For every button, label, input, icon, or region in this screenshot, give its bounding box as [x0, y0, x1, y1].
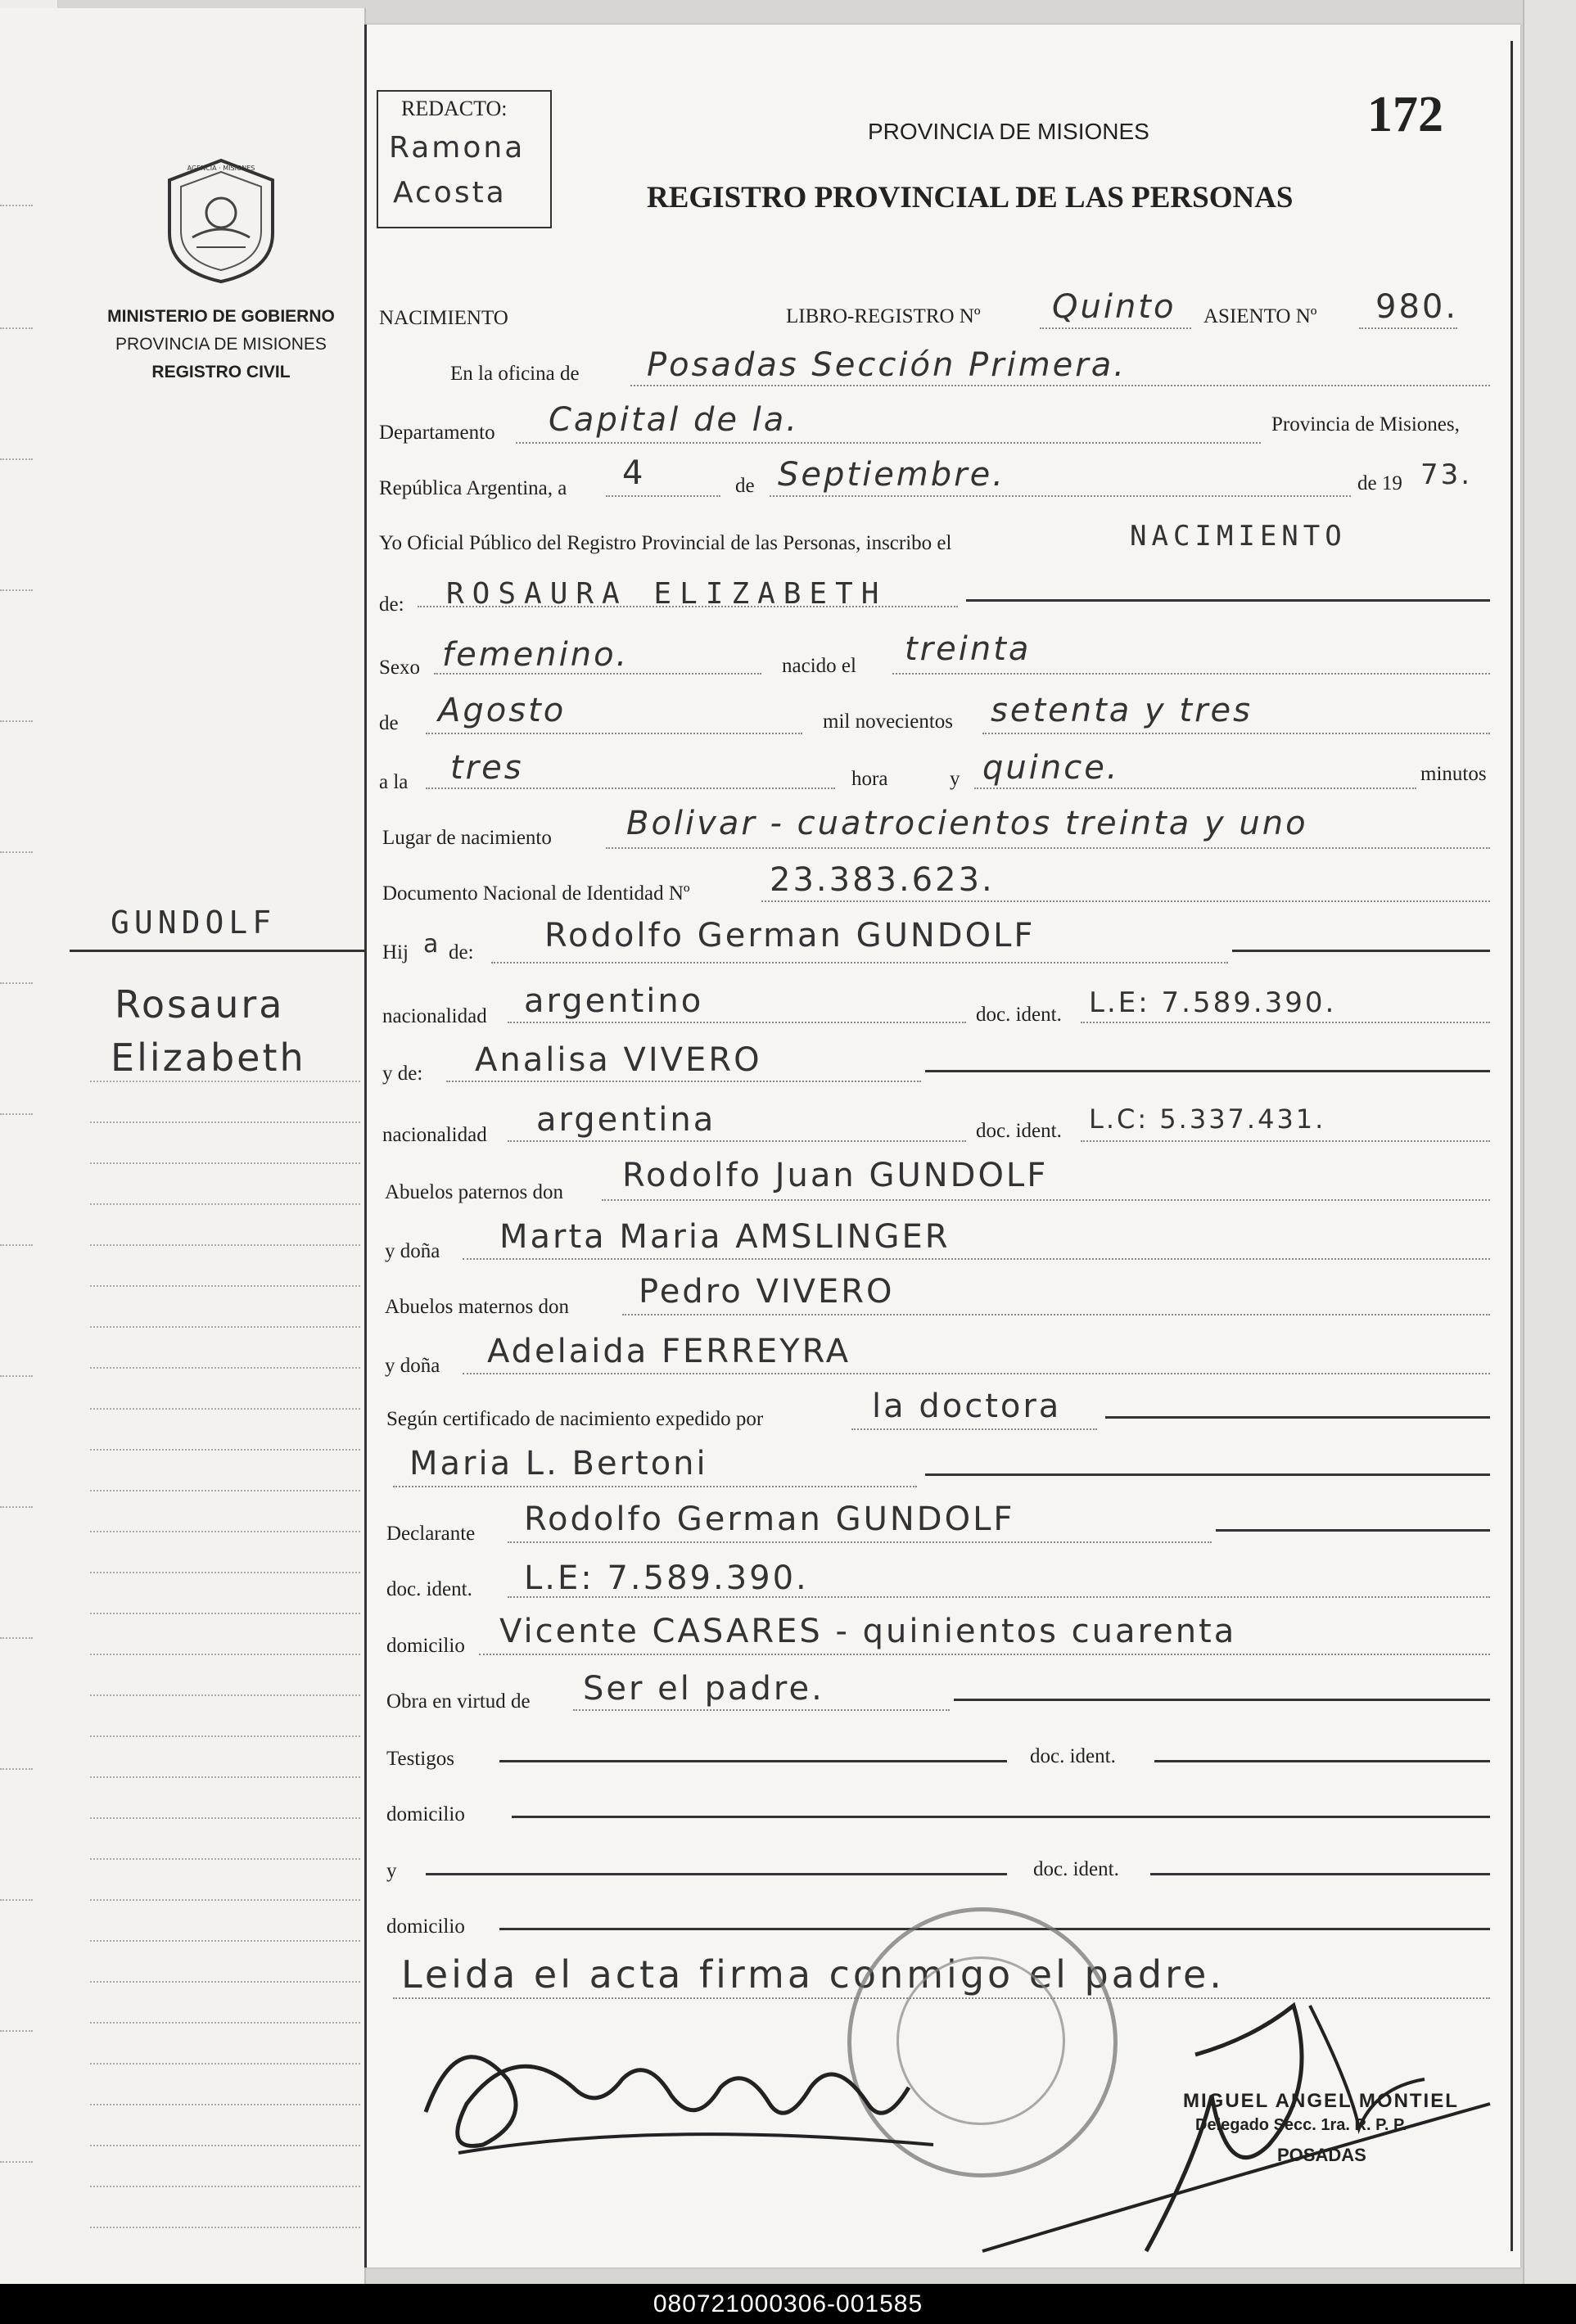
nombre-rule [966, 599, 1490, 602]
margin-line [90, 1776, 360, 1778]
redacto-name-2: Acosta [393, 176, 507, 210]
page-right-border [1511, 41, 1513, 2251]
margin-line [90, 1613, 360, 1614]
mil-label: mil novecientos [823, 711, 953, 733]
abuela-mat-line [463, 1373, 1490, 1374]
margin-line [90, 2186, 360, 2187]
doc-madre-line [1081, 1140, 1490, 1142]
declarante-line [508, 1541, 1212, 1543]
registry-title: REGISTRO PROVINCIAL DE LAS PERSONAS [647, 181, 1294, 214]
margin-line [90, 1244, 360, 1246]
ministry-block [86, 303, 356, 386]
redacto-name-1: Ramona [389, 131, 526, 165]
dni-line [761, 900, 1490, 902]
nacido-value: treinta [905, 630, 1032, 668]
seal-text: AGENCIA · MISIONES [187, 165, 255, 172]
padre-value: Rodolfo German GUNDOLF [544, 917, 1036, 954]
margin-line [90, 2145, 360, 2146]
margin-line [90, 1203, 360, 1205]
abuela-pat-value: Marta Maria AMSLINGER [499, 1218, 951, 1256]
departamento-label: Departamento [379, 422, 495, 444]
coat-of-arms-seal [160, 156, 282, 287]
abuelo-mat-line [622, 1314, 1490, 1315]
margin-line [90, 2063, 360, 2065]
oficial-text: Yo Oficial Público del Registro Provincial de las Personas, inscribo el [379, 532, 952, 554]
nacido-label: nacido el [782, 655, 856, 677]
doc-testigo-1-label: doc. ident. [1030, 1745, 1116, 1767]
departamento-value: Capital de la. [549, 401, 800, 439]
doc-decl-line [508, 1596, 1490, 1598]
oficina-value: Posadas Sección Primera. [647, 346, 1127, 384]
nacimiento-label: NACIMIENTO [379, 307, 508, 329]
nac-madre-label: nacionalidad [382, 1124, 487, 1146]
edge-tick [0, 1768, 33, 1770]
margin-line [90, 1285, 360, 1287]
margin-line [90, 1081, 360, 1082]
padre-rule [1232, 950, 1490, 952]
edge-tick [0, 327, 33, 329]
de-label: de [735, 475, 755, 497]
certificado-value-1: la doctora [872, 1388, 1062, 1425]
margin-line [90, 2104, 360, 2105]
yde-label: y de: [382, 1063, 423, 1085]
edge-tick [0, 851, 33, 853]
provincia-suffix: Provincia de Misiones, [1271, 413, 1460, 435]
edge-tick [0, 2030, 33, 2032]
libro-value: Quinto [1052, 288, 1176, 326]
y-testigo-label: y [386, 1860, 397, 1882]
y-label: y [950, 768, 960, 790]
nombre-value: ROSAURA ELIZABETH [446, 577, 887, 611]
next-page-edge [1523, 0, 1576, 2284]
doc-madre-value: L.C: 5.337.431. [1089, 1103, 1326, 1135]
leida-value: Leida el acta firma conmigo el padre. [401, 1952, 1225, 1997]
padre-line [491, 962, 1228, 963]
certificado-line [851, 1428, 1097, 1430]
sexo-label: Sexo [379, 657, 420, 679]
de-anio-label: de 19 [1357, 472, 1402, 494]
nac-madre-line [508, 1140, 966, 1142]
republica-label: República Argentina, a [379, 477, 567, 499]
ministry-line-2: PROVINCIA DE MISIONES [115, 335, 327, 354]
redacto-label: REDACTO: [401, 97, 508, 120]
page-left-border [364, 25, 367, 2268]
margin-given-name-2: Elizabeth [111, 1036, 306, 1080]
ministry-line-3: REGISTRO CIVIL [151, 363, 291, 381]
asiento-line [1359, 327, 1457, 329]
domicilio-testigo-2-label: domicilio [386, 1916, 465, 1938]
anio-value: 73. [1420, 458, 1473, 491]
father-signature [426, 2057, 909, 2146]
testigos-label: Testigos [386, 1748, 454, 1770]
lugar-value: Bolivar - cuatrocientos treinta y uno [626, 805, 1308, 842]
margin-line [90, 1490, 360, 1491]
dia-value: 4 [622, 454, 646, 492]
asiento-value: 980. [1375, 288, 1459, 326]
doc-padre-label: doc. ident. [976, 1004, 1062, 1026]
abuelo-pat-line [602, 1199, 1490, 1201]
doc-madre-label: doc. ident. [976, 1120, 1062, 1142]
minutos-label: minutos [1420, 763, 1487, 785]
nac-padre-value: argentino [524, 982, 704, 1020]
abuela-mat-label: y doña [385, 1355, 440, 1377]
margin-line [90, 1367, 360, 1369]
margin-line [90, 2227, 360, 2228]
image-id: 080721000306-001585 [653, 2290, 923, 2317]
page-number: 172 [1367, 87, 1443, 142]
edge-tick [0, 1375, 33, 1377]
asiento-label: ASIENTO Nº [1203, 305, 1317, 327]
minutos-value: quince. [982, 749, 1120, 787]
nac-madre-value: argentina [536, 1101, 716, 1139]
edge-tick [0, 1113, 33, 1115]
hora-line [426, 787, 835, 789]
certificado-label: Según certificado de nacimiento expedido por [386, 1408, 764, 1430]
margin-line [90, 1572, 360, 1573]
domicilio-decl-label: domicilio [386, 1635, 465, 1657]
margin-line [90, 1735, 360, 1737]
official-title: Delegado Secc. 1ra. R. P. P. [1195, 2116, 1407, 2134]
edge-tick [0, 982, 33, 984]
obra-value: Ser el padre. [583, 1670, 824, 1708]
sexo-value: femenino. [442, 636, 630, 674]
anio-nac-value: setenta y tres [991, 692, 1253, 729]
nacido-line [892, 673, 1490, 675]
margin-given-name-1: Rosaura [115, 982, 285, 1027]
sexo-line [434, 673, 761, 675]
nac-padre-line [508, 1022, 966, 1023]
edge-tick [0, 1506, 33, 1508]
dni-label: Documento Nacional de Identidad Nº [382, 882, 690, 905]
edge-tick [0, 1637, 33, 1639]
madre-rule [925, 1070, 1490, 1072]
certificado-line-2 [393, 1486, 917, 1487]
certificado-rule-2 [925, 1473, 1490, 1476]
abuelo-mat-value: Pedro VIVERO [639, 1273, 895, 1311]
oficina-line [630, 385, 1490, 386]
domicilio-value: Vicente CASARES - quinientos cuarenta [499, 1613, 1237, 1650]
mes-value: Septiembre. [778, 456, 1005, 494]
margin-line [90, 1899, 360, 1901]
margin-line [90, 1654, 360, 1655]
nombre-line [418, 606, 958, 607]
doc-decl-label: doc. ident. [386, 1578, 472, 1600]
margin-line [90, 1981, 360, 1983]
obra-rule [954, 1699, 1490, 1701]
margin-line [90, 1531, 360, 1532]
domicilio-testigo-1-label: domicilio [386, 1803, 465, 1825]
madre-line [446, 1081, 921, 1082]
de-mes-label: de [379, 712, 399, 734]
ala-label: a la [379, 771, 409, 793]
doc-padre-line [1081, 1022, 1490, 1023]
de-nombre-label: de: [379, 593, 404, 616]
declarante-label: Declarante [386, 1523, 476, 1545]
testigo-1-rule [499, 1760, 1007, 1762]
edge-tick [0, 589, 33, 591]
oficina-label: En la oficina de [450, 363, 580, 385]
image-id-bar [0, 2284, 1576, 2324]
edge-tick [0, 2161, 33, 2163]
declarante-rule [1216, 1529, 1490, 1532]
testigo-2-rule [426, 1873, 1007, 1875]
edge-tick [0, 1899, 33, 1901]
dni-value: 23.383.623. [770, 861, 995, 899]
certificado-rule [1105, 1416, 1490, 1419]
edge-tick [0, 1244, 33, 1246]
dia-line [606, 495, 720, 497]
ministry-line-1: MINISTERIO DE GOBIERNO [107, 307, 335, 326]
edge-tick [0, 720, 33, 722]
hija-suffix: a [423, 930, 441, 959]
abuelos-mat-label: Abuelos maternos don [385, 1296, 569, 1318]
obra-line [573, 1709, 950, 1711]
margin-line [90, 1940, 360, 1942]
province-title: PROVINCIA DE MISIONES [868, 119, 1149, 144]
domicilio-line [479, 1654, 1490, 1655]
departamento-line [516, 442, 1261, 444]
inscribo-value: NACIMIENTO [1130, 520, 1347, 553]
libro-label: LIBRO-REGISTRO Nº [786, 305, 981, 327]
doc-testigo-2-label: doc. ident. [1033, 1858, 1119, 1880]
abuela-mat-value: Adelaida FERREYRA [487, 1333, 851, 1370]
doc-padre-value: L.E: 7.589.390. [1089, 986, 1337, 1019]
abuelo-pat-value: Rodolfo Juan GUNDOLF [622, 1157, 1049, 1194]
mes-nac-value: Agosto [438, 692, 567, 729]
lugar-line [606, 847, 1490, 849]
margin-line [90, 1162, 360, 1164]
margin-rule [70, 950, 364, 952]
domicilio-testigo-1-rule [512, 1816, 1490, 1818]
hija-label: Hij [382, 941, 409, 963]
margin-line [90, 1121, 360, 1123]
obra-label: Obra en virtud de [386, 1690, 531, 1713]
certificado-value-2: Maria L. Bertoni [409, 1445, 708, 1482]
doc-testigo-2-rule [1150, 1873, 1490, 1875]
declarante-value: Rodolfo German GUNDOLF [524, 1500, 1015, 1538]
hora-label: hora [851, 768, 888, 790]
margin-line [90, 1326, 360, 1328]
minutos-line [974, 787, 1416, 789]
doc-decl-value: L.E: 7.589.390. [524, 1559, 809, 1597]
margin-surname: GUNDOLF [111, 905, 277, 941]
margin-line [90, 1817, 360, 1819]
madre-value: Analisa VIVERO [475, 1041, 762, 1079]
mes-line [770, 495, 1351, 497]
abuelos-pat-label: Abuelos paternos don [385, 1181, 564, 1203]
edge-tick [0, 205, 33, 206]
hija-de-label: de: [449, 941, 474, 963]
anio-nac-line [982, 733, 1490, 734]
margin-line [90, 2022, 360, 2024]
margin-line [90, 1449, 360, 1451]
libro-line [1040, 327, 1191, 329]
hora-value: tres [450, 749, 524, 787]
abuela-pat-label: y doña [385, 1240, 440, 1262]
lugar-label: Lugar de nacimiento [382, 827, 552, 849]
margin-line [90, 1408, 360, 1410]
nac-padre-label: nacionalidad [382, 1005, 487, 1027]
mes-nac-line [426, 733, 802, 734]
doc-testigo-1-rule [1154, 1760, 1490, 1762]
margin-line [90, 1858, 360, 1860]
edge-tick [0, 458, 33, 460]
official-name: MIGUEL ANGEL MONTIEL [1183, 2090, 1459, 2112]
official-city: POSADAS [1277, 2145, 1366, 2165]
margin-line [90, 1694, 360, 1696]
abuela-pat-line [463, 1258, 1490, 1260]
